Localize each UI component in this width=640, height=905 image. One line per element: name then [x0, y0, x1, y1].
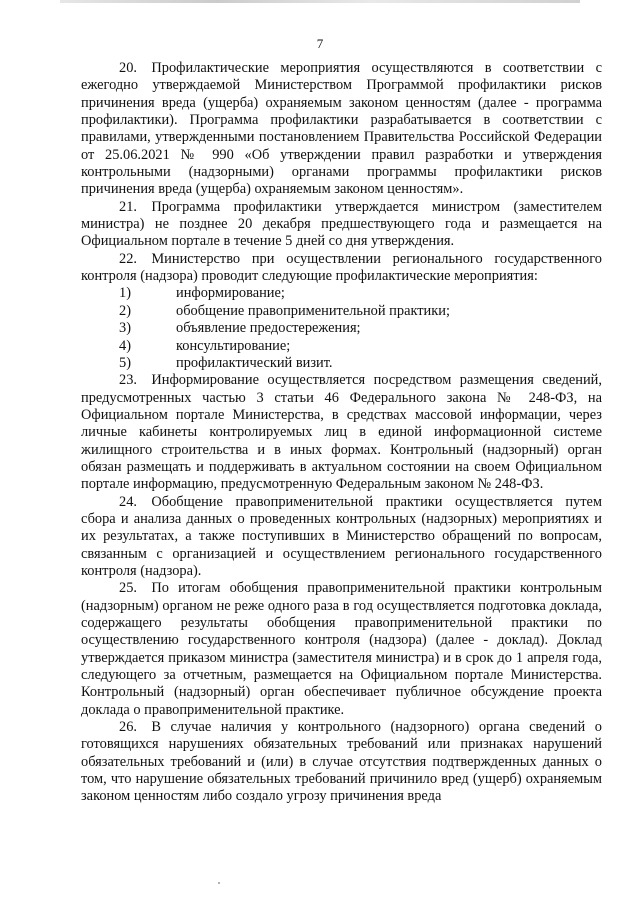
list-item-text: объявление предостережения;	[176, 320, 361, 337]
list-item	[81, 338, 602, 355]
list-item-text: консультирование;	[176, 337, 291, 354]
document-body	[81, 60, 602, 806]
paragraph-22: 22. Министерство при осуществлении регионального государственного контроля (надзора) проводит следующие профилактические мероприятия:	[81, 250, 602, 285]
paragraph-23: 23. Информирование осуществляется посредством размещения сведений, предусмотренных частью 3 статьи 46 Федерального закона № 248-ФЗ, на Официальном портале Министерства, в средствах массовой информации, через личные кабинеты контролируемых лиц в единой информационной системе жилищного строительства и в иных формах. Контрольный (надзорный) орган обязан размещать и поддерживать в актуальном состоянии на своем Официальном портале информацию, предусмотренную Федеральным законом № 248-ФЗ.	[81, 372, 602, 493]
list-item-number: 3)	[119, 320, 131, 337]
list-item-number: 5)	[119, 354, 131, 371]
list-item-text: профилактический визит.	[176, 354, 333, 371]
list-item-number: 2)	[119, 302, 131, 319]
list-item-text: информирование;	[176, 285, 285, 302]
paragraph-25: 25. По итогам обобщения правоприменительной практики контрольным (надзорным) органом не реже одного раза в год осуществляется подготовка доклада, содержащего результаты обобщения правоприменительной практики по осуществлению государственного контроля (надзора) (далее - доклад). Доклад утверждается приказом министра (заместителя министра) и в срок до 1 апреля года, следующего за отчетным, размещается на Официальном портале Министерства. Контрольный (надзорный) орган обеспечивает публичное обсуждение проекта доклада о правоприменительной практике.	[81, 580, 602, 718]
list-item-number: 1)	[119, 285, 131, 302]
list-item	[81, 303, 602, 320]
list-item	[81, 285, 602, 302]
paragraph-21: 21. Программа профилактики утверждается министром (заместителем министра) не позднее 20 декабря предшествующего года и размещается на Официальном портале в течение 5 дней со дня утверждения.	[81, 198, 602, 250]
paragraph-20: 20. Профилактические мероприятия осуществляются в соответствии с ежегодно утверждаемой Министерством Программой профилактики рисков причинения вреда (ущерба) охраняемым законом ценностям (далее - программа профилактики). Программа профилактики разрабатывается в соответствии с правилами, утвержденными постановлением Правительства Российской Федерации от 25.06.2021 № 990 «Об утверждении правил разработки и утверждения контрольными (надзорными) органами программы профилактики рисков причинения вреда (ущерба) охраняемым законом ценностям».	[81, 60, 602, 198]
list-item-number: 4)	[119, 337, 131, 354]
list-item	[81, 355, 602, 372]
scan-speck	[218, 882, 220, 884]
list-item-text: обобщение правоприменительной практики;	[176, 302, 450, 319]
scan-artifact-line	[60, 0, 580, 3]
paragraph-24: 24. Обобщение правоприменительной практики осуществляется путем сбора и анализа данных о проведенных контрольных (надзорных) мероприятиях и их результатах, а также поступивших в Министерство обращений по вопросам, связанным с организацией и осуществлением регионального государственного контроля (надзора).	[81, 493, 602, 579]
list-item	[81, 320, 602, 337]
paragraph-26: 26. В случае наличия у контрольного (надзорного) органа сведений о готовящихся нарушениях обязательных требований или признаках нарушений обязательных требований и (или) в случае отсутствия подтвержденных данных о том, что нарушение обязательных требований причинило вред (ущерб) охраняемым законом ценностям либо создало угрозу причинения вреда	[81, 719, 602, 805]
page-number: 7	[316, 36, 324, 51]
